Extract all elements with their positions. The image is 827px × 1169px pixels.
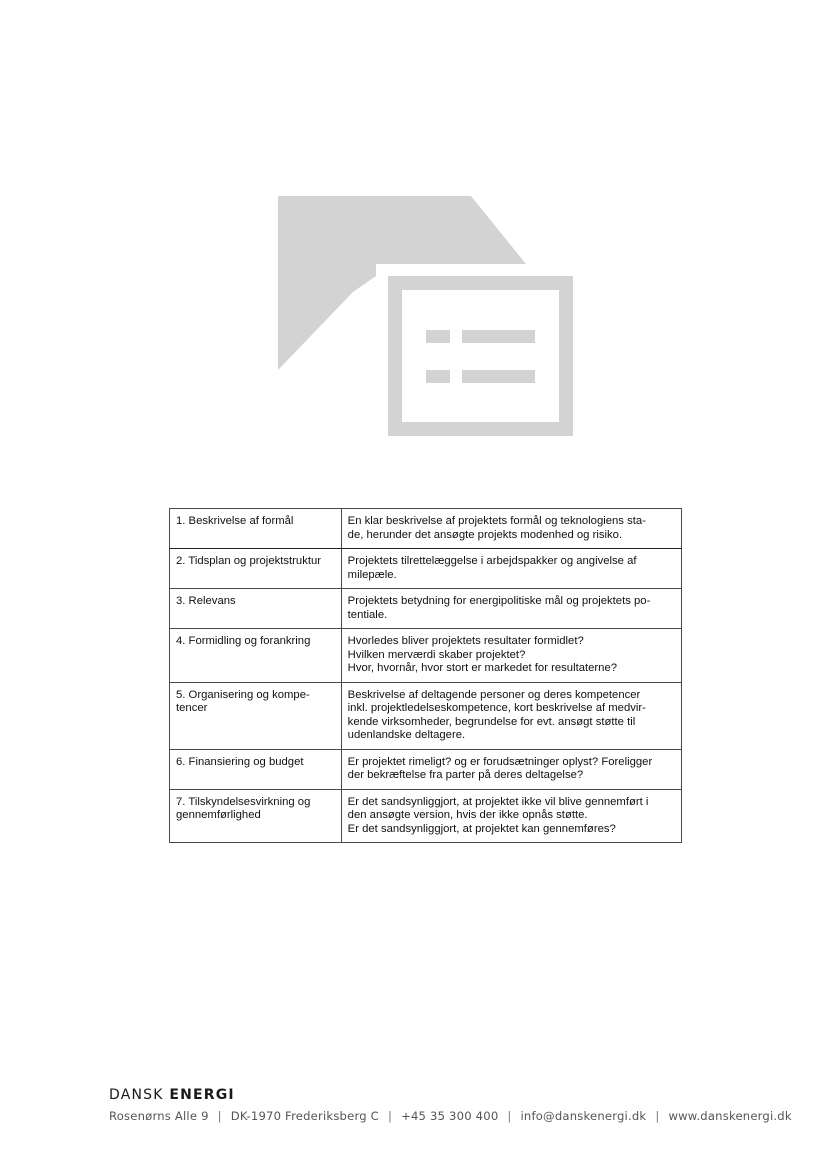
criteria-description-line: de, herunder det ansøgte projekts modenhed og risiko.	[347, 528, 623, 541]
criteria-label: 1. Beskrivelse af formål	[170, 509, 342, 549]
criteria-description	[341, 549, 681, 589]
criteria-description	[341, 789, 681, 843]
criteria-label: 7. Tilskyndelsesvirkning og gennemførlighed	[170, 789, 342, 843]
footer	[109, 1087, 792, 1123]
criteria-description-line: Hvorledes bliver projektets resultater formidlet?	[347, 635, 584, 647]
document-line-long-2	[462, 370, 535, 383]
criteria-description-line: Er det sandsynliggjort, at projektet kan gennemføres?	[347, 822, 616, 835]
criteria-table	[169, 508, 682, 843]
criteria-row	[170, 549, 682, 589]
footer-separator: |	[655, 1109, 660, 1123]
footer-separator: |	[507, 1109, 512, 1123]
criteria-description	[341, 682, 681, 749]
criteria-row	[170, 589, 682, 629]
document-line-short-1	[426, 330, 450, 343]
brand-name-light: DANSK	[109, 1087, 164, 1103]
criteria-description-line: tentiale.	[347, 608, 388, 621]
footer-contact-item: info@danskenergi.dk	[520, 1109, 647, 1123]
criteria-label: 5. Organisering og kompe- tencer	[170, 682, 342, 749]
footer-contact-item: Rosenørns Alle 9	[109, 1109, 209, 1123]
criteria-row	[170, 789, 682, 843]
criteria-description-line: inkl. projektledelseskompetence, kort beskrivelse af medvir-	[347, 702, 646, 714]
criteria-row	[170, 629, 682, 683]
criteria-description-line: Er projektet rimeligt? og er forudsætninger oplyst? Foreligger	[347, 755, 653, 768]
criteria-description-line: Beskrivelse af deltagende personer og deres kompetencer	[347, 688, 641, 701]
criteria-description	[341, 509, 681, 549]
criteria-description	[341, 589, 681, 629]
brand-name-bold: ENERGI	[169, 1087, 235, 1103]
criteria-label: 2. Tidsplan og projektstruktur	[170, 549, 342, 589]
criteria-description	[341, 629, 681, 683]
brand-logo-text	[109, 1087, 749, 1103]
criteria-description-line: Projektets tilrettelæggelse i arbejdspakker og angivelse af	[347, 555, 637, 567]
footer-contact-line	[109, 1109, 792, 1123]
criteria-description-line: den ansøgte version, hvis der ikke opnås støtte.	[347, 809, 588, 821]
criteria-description-line: Hvor, hvornår, hvor stort er markedet for resultaterne?	[347, 662, 618, 674]
criteria-description-line: der bekræftelse fra parter på deres deltagelse?	[347, 769, 584, 781]
footer-contact-item: +45 35 300 400	[401, 1109, 499, 1123]
document-arrow-icon	[278, 196, 574, 438]
footer-contact-item: www.danskenergi.dk	[668, 1109, 792, 1123]
criteria-label: 6. Finansiering og budget	[170, 749, 342, 789]
criteria-description-line: Er det sandsynliggjort, at projektet ikke vil blive gennemført i	[347, 795, 649, 808]
footer-contact-item: DK-1970 Frederiksberg C	[230, 1109, 379, 1123]
criteria-row	[170, 682, 682, 749]
document-line-long-1	[462, 330, 535, 343]
criteria-description	[341, 749, 681, 789]
criteria-description-line: Projektets betydning for energipolitiske mål og projektets po-	[347, 595, 651, 607]
criteria-row	[170, 749, 682, 789]
footer-separator: |	[217, 1109, 222, 1123]
footer-separator: |	[387, 1109, 393, 1123]
criteria-description-line: Hvilken merværdi skaber projektet?	[347, 648, 526, 661]
criteria-label: 3. Relevans	[170, 589, 342, 629]
criteria-description-line: En klar beskrivelse af projektets formål og teknologiens sta-	[347, 515, 646, 527]
document-page	[402, 290, 559, 422]
criteria-description-line: kende virksomheder, begrundelse for evt. ansøgt støtte til	[347, 715, 636, 728]
criteria-description-line: udenlandske deltagere.	[347, 729, 466, 741]
criteria-description-line: milepæle.	[347, 568, 397, 581]
criteria-row	[170, 509, 682, 549]
document-line-short-2	[426, 370, 450, 383]
criteria-label: 4. Formidling og forankring	[170, 629, 342, 683]
